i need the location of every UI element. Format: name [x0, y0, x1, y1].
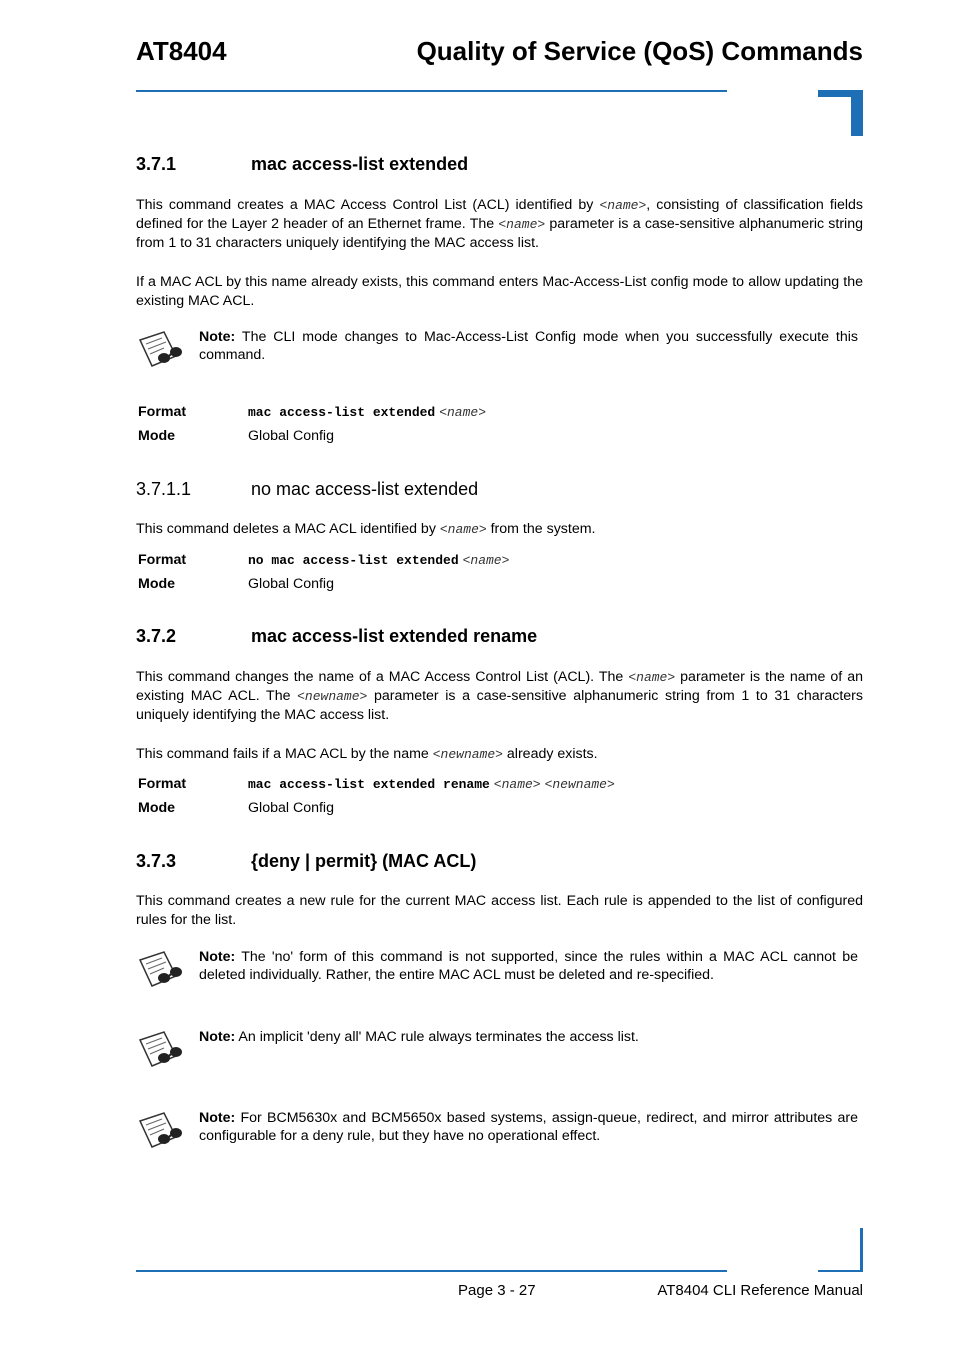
section-title: no mac access-list extended [251, 479, 479, 499]
paragraph [136, 668, 863, 725]
note-text: An implicit 'deny all' MAC rule always terminates the access list. [235, 1029, 639, 1045]
text: If a MAC ACL by this name already exists, this command enters Mac-Access-List config mode to allow updating the existing MAC ACL. [136, 274, 863, 309]
text: This command creates a MAC Access Control List (ACL) identified by [136, 197, 600, 213]
footer-rule [136, 1270, 727, 1272]
note-label: Note: [199, 1110, 236, 1126]
paragraph [136, 745, 863, 764]
command-argument: <newname> [544, 777, 615, 792]
section-number: 3.7.1 [136, 154, 177, 174]
section-heading-3-7-1-1 [136, 479, 478, 500]
format-row [138, 776, 615, 792]
mode-label: Mode [138, 800, 176, 816]
footer-corner-mark [860, 1228, 863, 1272]
note-text: The 'no' form of this command is not supported, since the rules within a MAC ACL cannot be deleted individually. Rather, the entire MAC ACL must be deleted and re-specified. [199, 949, 858, 983]
paragraph [136, 892, 863, 930]
header-corner-mark-vertical [851, 90, 863, 136]
command-syntax: no mac access-list extended [248, 553, 459, 568]
format-label: Format [138, 552, 187, 568]
note-label: Note: [199, 329, 236, 345]
section-title: mac access-list extended rename [251, 626, 538, 646]
param-name: <name> [628, 670, 676, 685]
command-argument: <name> [439, 405, 486, 420]
header-rule [136, 90, 727, 92]
page-number: Page 3 - 27 [458, 1282, 536, 1299]
format-label: Format [138, 404, 187, 420]
header-chapter-title: Quality of Service (QoS) Commands [416, 36, 863, 66]
mode-value: Global Config [248, 428, 334, 444]
mode-label: Mode [138, 576, 176, 592]
section-heading-3-7-3 [136, 851, 476, 872]
mode-row [138, 576, 334, 592]
command-argument: <name> [493, 777, 541, 792]
section-heading-3-7-1 [136, 154, 468, 175]
section-title: {deny | permit} (MAC ACL) [251, 851, 477, 871]
format-label: Format [138, 776, 187, 792]
format-row [138, 552, 509, 568]
mode-label: Mode [138, 428, 176, 444]
mode-row [138, 800, 334, 816]
note-glasses-icon [136, 1028, 184, 1068]
text: This command creates a new rule for the current MAC access list. Each rule is appended to the list of configured rules for the list. [136, 893, 863, 928]
manual-title: AT8404 CLI Reference Manual [657, 1282, 863, 1299]
note-text: The CLI mode changes to Mac-Access-List Config mode when you successfully execute this command. [199, 329, 858, 363]
footer-corner-mark-horizontal [818, 1270, 863, 1272]
paragraph [136, 273, 863, 311]
command-syntax: mac access-list extended rename [248, 777, 490, 792]
note-label: Note: [199, 949, 236, 965]
text: This command fails if a MAC ACL by the name [136, 746, 433, 762]
param-newname: <newname> [297, 689, 368, 704]
mode-value: Global Config [248, 800, 334, 816]
section-number: 3.7.2 [136, 626, 177, 646]
section-number: 3.7.3 [136, 851, 177, 871]
mode-value: Global Config [248, 576, 334, 592]
param-name: <name> [439, 522, 487, 537]
param-newname: <newname> [432, 747, 503, 762]
note-glasses-icon [136, 948, 184, 988]
text: from the system. [486, 521, 596, 537]
section-title: mac access-list extended [251, 154, 469, 174]
section-number: 3.7.1.1 [136, 479, 192, 499]
param-name: <name> [498, 217, 546, 232]
text: already exists. [502, 746, 598, 762]
note-text: For BCM5630x and BCM5650x based systems, assign-queue, redirect, and mirror attributes are configurable for a deny rule, but they have no operational effect. [199, 1110, 858, 1144]
text: This command deletes a MAC ACL identified by [136, 521, 440, 537]
text: parameter is a case-sensitive alphanumeric string from 1 to 31 characters uniquely identifying the MAC access list. [136, 688, 863, 723]
command-argument: <name> [462, 553, 510, 568]
paragraph [136, 196, 863, 253]
note-glasses-icon [136, 328, 184, 368]
note-label: Note: [199, 1029, 236, 1045]
section-heading-3-7-2 [136, 626, 537, 647]
mode-row [138, 428, 334, 444]
format-row [138, 404, 486, 420]
text: parameter is the name of an existing MAC ACL. The [136, 669, 863, 704]
param-name: <name> [599, 198, 647, 213]
paragraph [136, 520, 863, 539]
text: This command changes the name of a MAC Access Control List (ACL). The [136, 669, 629, 685]
text: , consisting of classification fields defined for the Layer 2 header of an Ethernet frame. The [136, 197, 863, 232]
command-syntax: mac access-list extended [248, 405, 436, 420]
text: parameter is a case-sensitive alphanumeric string from 1 to 31 characters uniquely identifying the MAC access list. [136, 216, 863, 251]
note-glasses-icon [136, 1109, 184, 1149]
header-product: AT8404 [136, 36, 227, 66]
